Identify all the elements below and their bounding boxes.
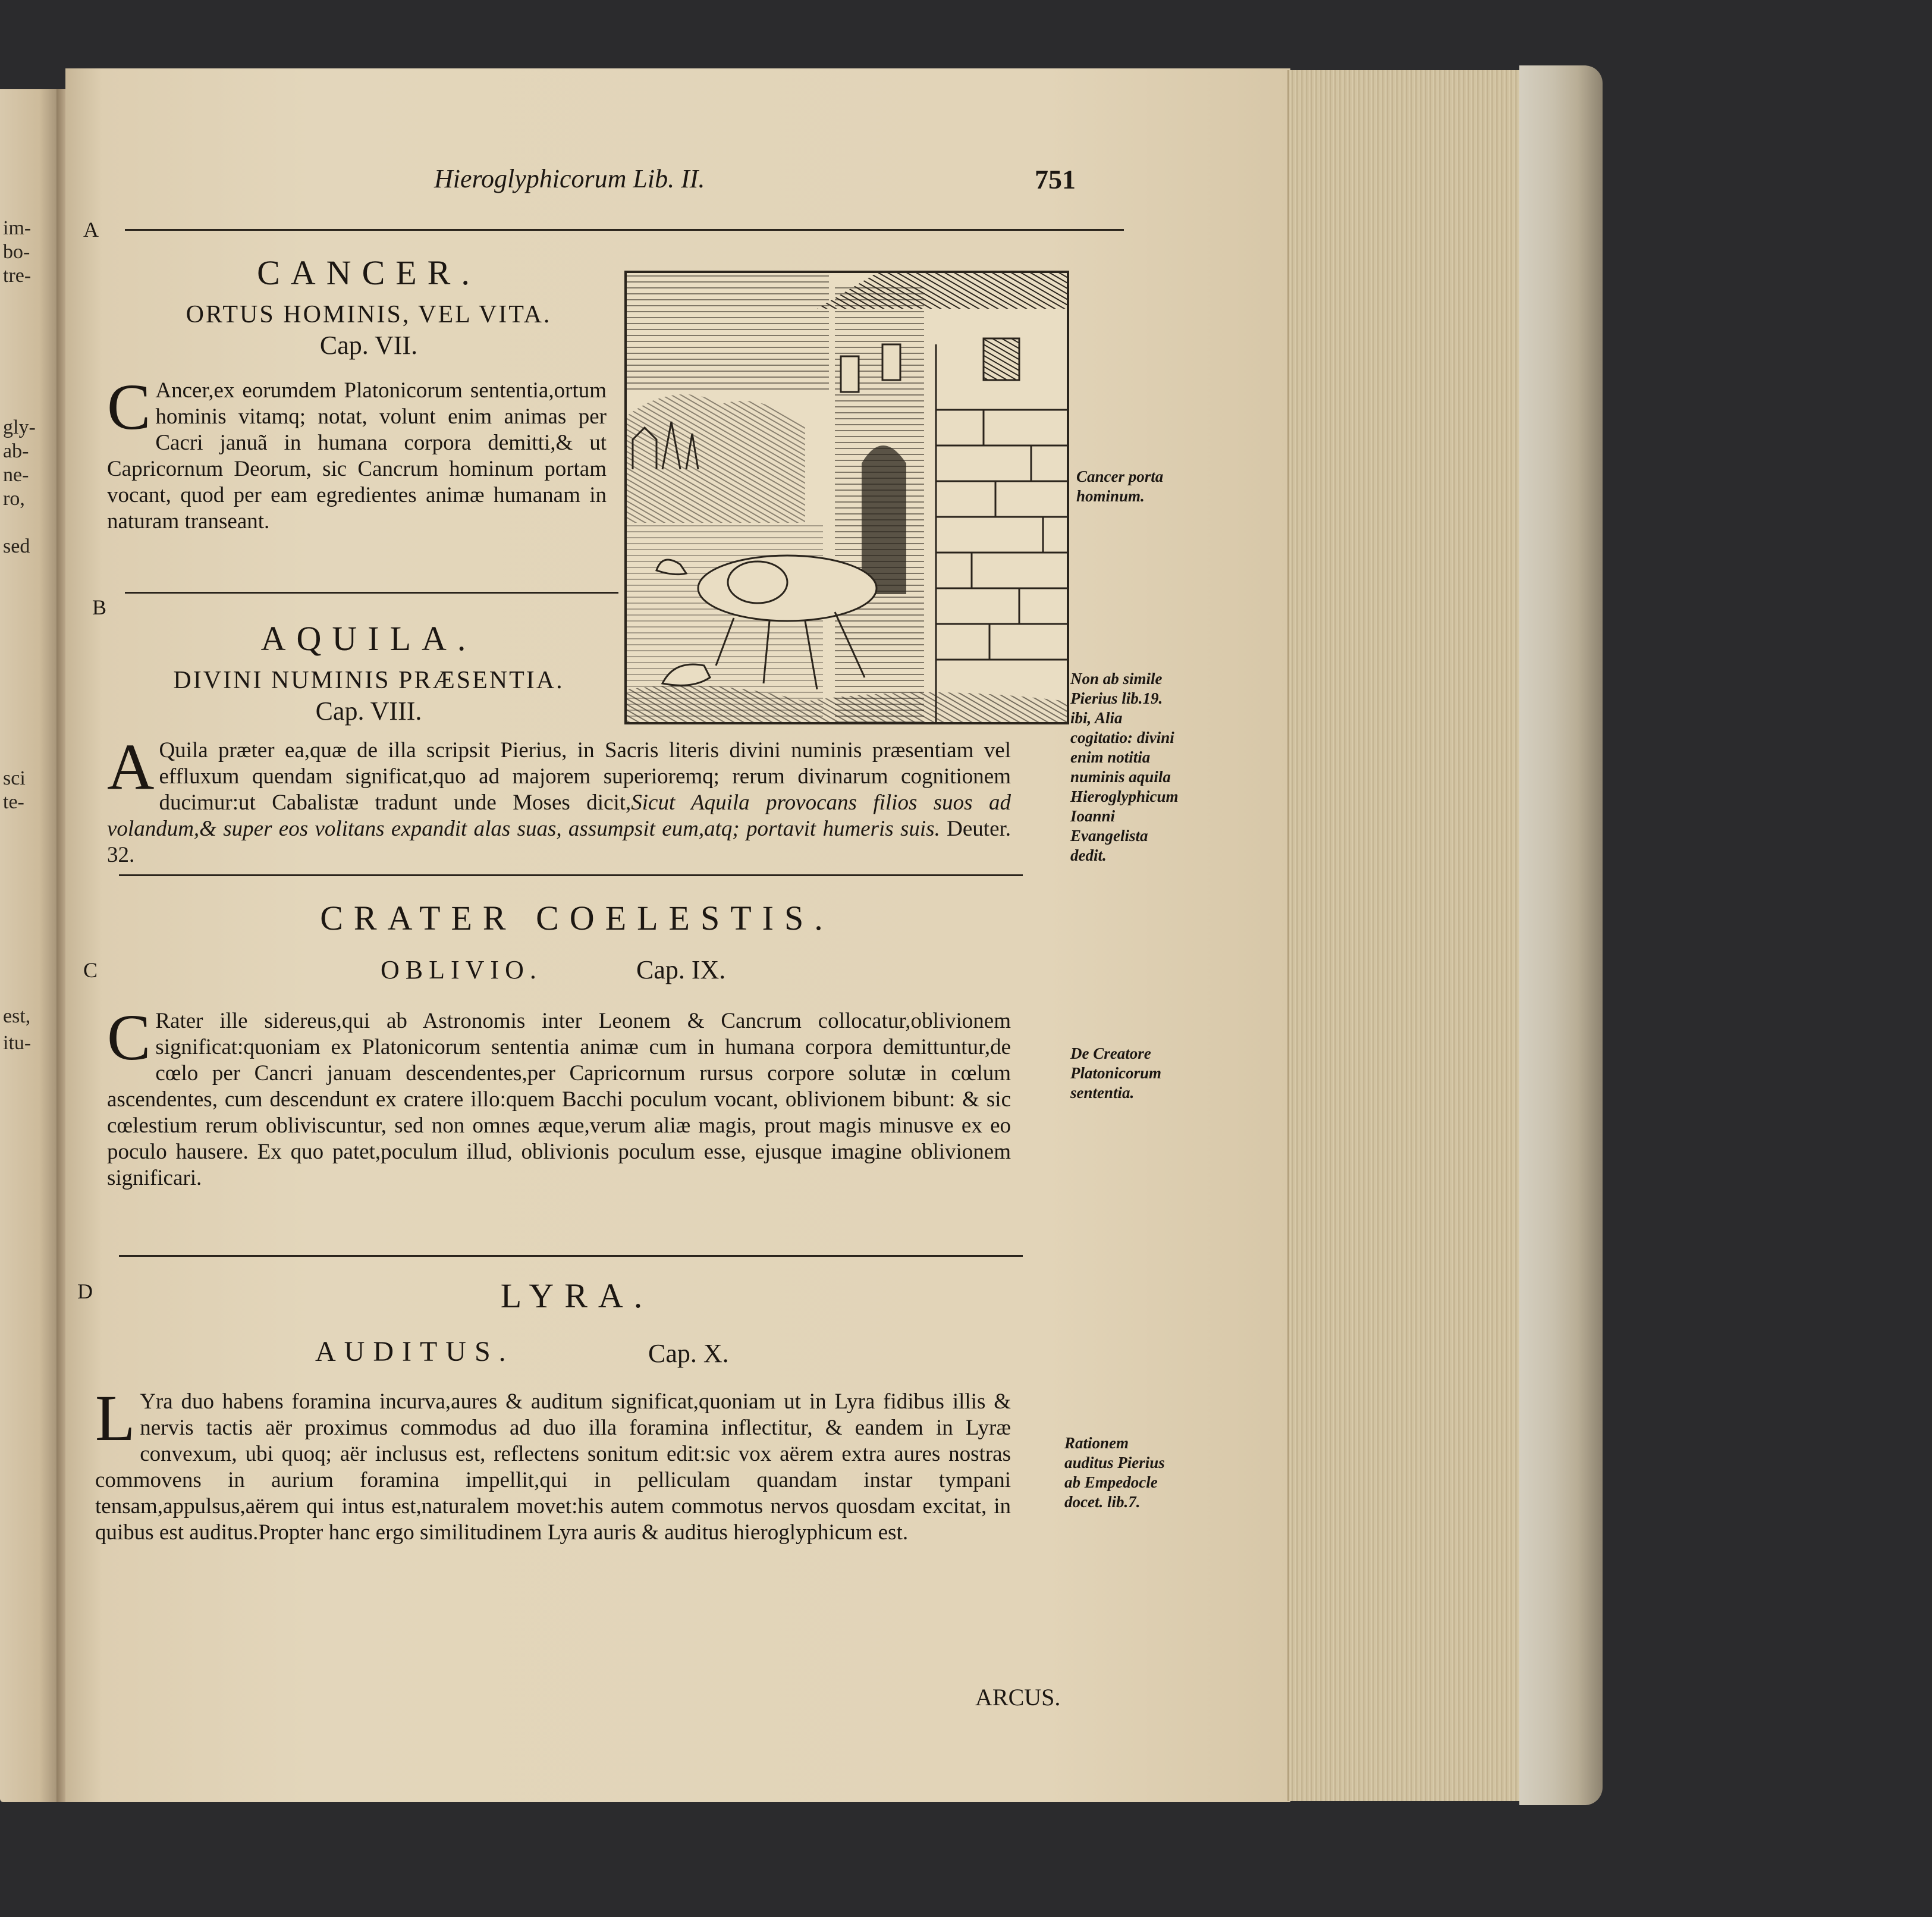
rule — [125, 592, 618, 594]
body-text: Quila præter ea,quæ de illa scripsit Pierius, in Sacris literis divini numinis præsentiam vel effluxum quendam significat,quo ad majorem superioremq; rerum divinarum cognitionem ducimur:ut Cabalistæ tradunt unde Moses dicit, — [159, 738, 1011, 815]
margin-letter-c: C — [83, 958, 98, 982]
marginal-note: Rationem auditus Pierius ab Empedocle docet. lib.7. — [1064, 1434, 1165, 1511]
woodcut-illustration — [624, 271, 1069, 724]
fragment: bo- — [3, 241, 30, 263]
fragment: sci — [3, 767, 26, 789]
fragment: sed — [3, 535, 30, 557]
drop-cap: L — [95, 1382, 136, 1454]
section-title: CANCER. — [257, 253, 480, 292]
cancer-woodcut-image — [627, 273, 1067, 722]
marginal-note: Non ab simile Pierius lib.19. ibi, Alia cogitatio: divini enim notitia numinis aquila Hieroglyphicum Ioanni Evangelista dedit. — [1070, 670, 1179, 864]
scripture-quote: Sicut Aquila provocans filios suos ad volandum,& super eos volitans expandit alas suas, assumpsit eum,atq; portavit humeris suis. — [107, 790, 1011, 841]
chapter-label: Cap. VII. — [319, 331, 418, 360]
fragment: im- — [3, 217, 32, 239]
margin-letter-b: B — [92, 595, 107, 619]
section-subtitle: ORTUS HOMINIS, VEL VITA. — [186, 301, 552, 328]
section-body — [107, 371, 607, 535]
body-text: Rater ille sidereus,qui ab Astronomis inter Leonem & Cancrum collocatur,oblivionem significat:quoniam ex Platonicorum sententia animæ cum in humana corpora demittuntur,de cœlo per Cancri januam descendentes,per Capricornum rursus corpore solutæ in cœlum ascendentes, cum descendunt ex cratere illo:quem Bacchi poculum vocant, oblivionem bibunt: & sic cœlestium rerum obliviscuntur, sed non omnes æque,verum aliæ magis, prout magis minusve ex eo poculo hausere. Ex quo patet,poculum illud, oblivionis poculum esse, ejusque imagine oblivionem significari. — [107, 1009, 1011, 1190]
fragment: gly- — [3, 416, 36, 438]
fragment: ne- — [3, 464, 29, 486]
section-body — [107, 1001, 1011, 1191]
chapter-label: Cap. IX. — [636, 955, 726, 984]
chapter-label: Cap. VIII. — [315, 696, 422, 726]
body-text: Yra duo habens foramina incurva,aures & auditum significat,quoniam ut in Lyra fidibus illis & nervis tactis aër proximus commodus ad duo illa foramina inflectitur, & eandem in Lyræ convexum, ubi quoq; aër inclusus est, reflectens sonitum edit:sic vox aërem extra aures nostras commovens in aurium foramina impellit,qui in pelliculam quandam instar tympani tensam,appulsus,aërem qui intus est,naturalem movet:his autem commotus nervos quosdam excitat, in quibus est auditus.Propter hanc ergo similitudinem Lyra auris & auditus hieroglyphicum est. — [95, 1389, 1011, 1545]
rule — [119, 874, 1023, 876]
section-subtitle: AUDITUS. — [315, 1336, 514, 1367]
fragment: tre- — [3, 265, 32, 287]
section-title: LYRA. — [500, 1276, 654, 1315]
section-subtitle: OBLIVIO. — [381, 955, 542, 984]
drop-cap: A — [107, 730, 155, 803]
page-content — [65, 68, 1290, 1802]
catchword: ARCUS. — [975, 1684, 1061, 1711]
book-cover — [1519, 65, 1603, 1805]
fragment: ro, — [3, 488, 25, 510]
scripture-reference: Deuter. 32. — [107, 817, 1011, 867]
drop-cap: C — [107, 371, 151, 443]
section-body — [107, 730, 1011, 868]
fragment: ab- — [3, 440, 29, 462]
marginal-note: Cancer porta hominum. — [1076, 468, 1164, 505]
page-edges — [1287, 70, 1524, 1801]
left-page — [0, 89, 56, 1802]
rule — [119, 1255, 1023, 1257]
fragment: te- — [3, 791, 24, 813]
section-title: AQUILA. — [260, 619, 477, 658]
rule — [125, 229, 1124, 231]
margin-letter-d: D — [77, 1279, 93, 1303]
running-head: Hieroglyphicorum Lib. II. — [434, 164, 705, 193]
body-text: Ancer,ex eorumdem Platonicorum sententia,ortum hominis vitamq; notat, volunt enim animas per Cacri januã in humana corpora demitti,& ut Capricornum Deorum, sic Cancrum hominum portam vocant, quod per eam egredientes animæ humanam in naturam transeant. — [107, 378, 607, 534]
margin-letter-a: A — [83, 218, 99, 241]
drop-cap: C — [107, 1001, 151, 1074]
marginal-note: De Creatore Platonicorum sententia. — [1070, 1044, 1162, 1102]
fragment: itu- — [3, 1032, 32, 1054]
chapter-label: Cap. X. — [648, 1339, 729, 1368]
section-title: CRATER COELESTIS. — [320, 899, 834, 937]
page-number: 751 — [1035, 164, 1076, 194]
section-body — [95, 1382, 1011, 1546]
section-subtitle: DIVINI NUMINIS PRÆSENTIA. — [173, 667, 564, 694]
fragment: est, — [3, 1005, 31, 1027]
